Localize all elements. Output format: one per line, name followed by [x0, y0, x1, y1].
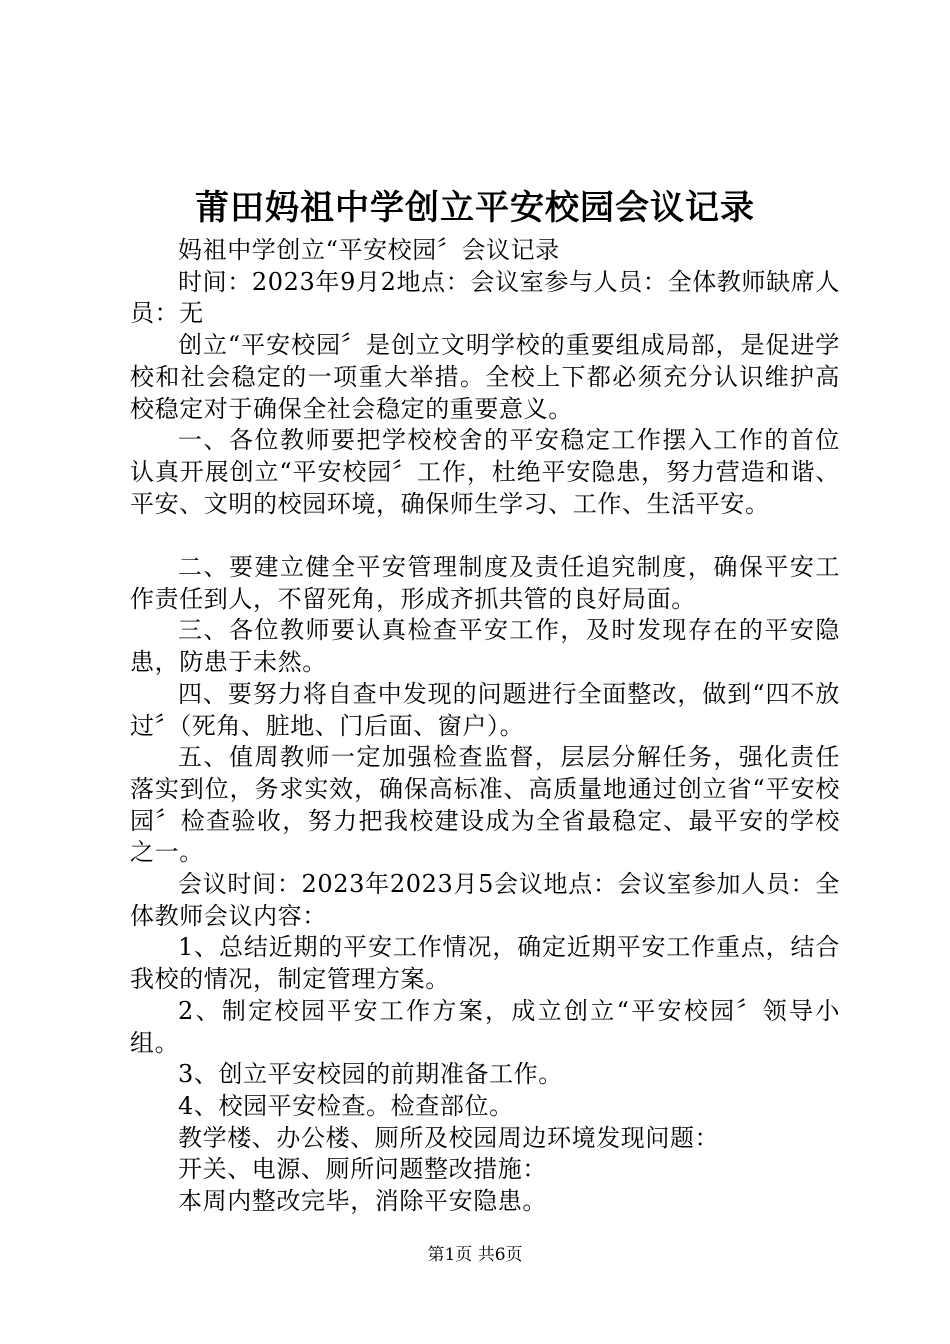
document-title: 莆田妈祖中学创立平安校园会议记录: [195, 188, 755, 228]
paragraph-subtitle: 妈祖中学创立“平安校园〞会议记录: [178, 236, 560, 264]
paragraph-item-3: 3、创立平安校园的前期准备工作。: [178, 1060, 563, 1089]
paragraph-point-1: 一、各位教师要把学校校舍的平安稳定工作摆入工作的首位认真开展创立“平安校园〞工作，杜绝平安隐患，努力营造和谐、平安、文明的校园环境，确保师生学习、工作、生活平安。: [130, 426, 840, 518]
paragraph-meeting-info: 时间：2023年9月2地点：会议室参与人员：全体教师缺席人员：无: [130, 267, 840, 328]
paragraph-point-5: 五、值周教师一定加强检查监督，层层分解任务，强化责任落实到位，务求实效，确保高标准、高质量地通过创立省“平安校园〞检查验收，努力把我校建设成为全省最稳定、最平安的学校之一。: [130, 743, 840, 867]
paragraph-second-meeting-info: 会议时间：2023年2023月5会议地点：会议室参加人员：全体教师会议内容：: [130, 870, 840, 930]
paragraph-rectification-deadline: 本周内整改完毕，消除平安隐患。: [178, 1187, 547, 1216]
paragraph-rectification-measures: 开关、电源、厕所问题整改措施：: [178, 1155, 547, 1184]
paragraph-point-2: 二、要建立健全平安管理制度及责任追究制度，确保平安工作责任到人，不留死角，形成齐抓共管的良好局面。: [130, 553, 840, 613]
paragraph-point-3: 三、各位教师要认真检查平安工作，及时发现存在的平安隐患，防患于未然。: [130, 616, 840, 677]
paragraph-inspection-problems: 教学楼、办公楼、厕所及校园周边环境发现问题：: [178, 1123, 720, 1152]
document-body: [130, 235, 840, 1218]
page-footer: 第1页 共6页: [427, 1245, 523, 1265]
paragraph-intro: 创立“平安校园〞是创立文明学校的重要组成局部，是促进学校和社会稳定的一项重大举措。全校上下都必须充分认识维护高校稳定对于确保全社会稳定的重要意义。: [130, 331, 840, 423]
paragraph-item-1: 1、总结近期的平安工作情况，确定近期平安工作重点，结合我校的情况，制定管理方案。: [130, 933, 840, 994]
paragraph-point-4: 四、要努力将自查中发现的问题进行全面整改，做到“四不放过〞（死角、脏地、门后面、窗户）。: [130, 679, 840, 740]
paragraph-item-2: 2、制定校园平安工作方案，成立创立“平安校园〞领导小组。: [130, 996, 840, 1057]
paragraph-item-4: 4、校园平安检查。检查部位。: [178, 1091, 514, 1120]
